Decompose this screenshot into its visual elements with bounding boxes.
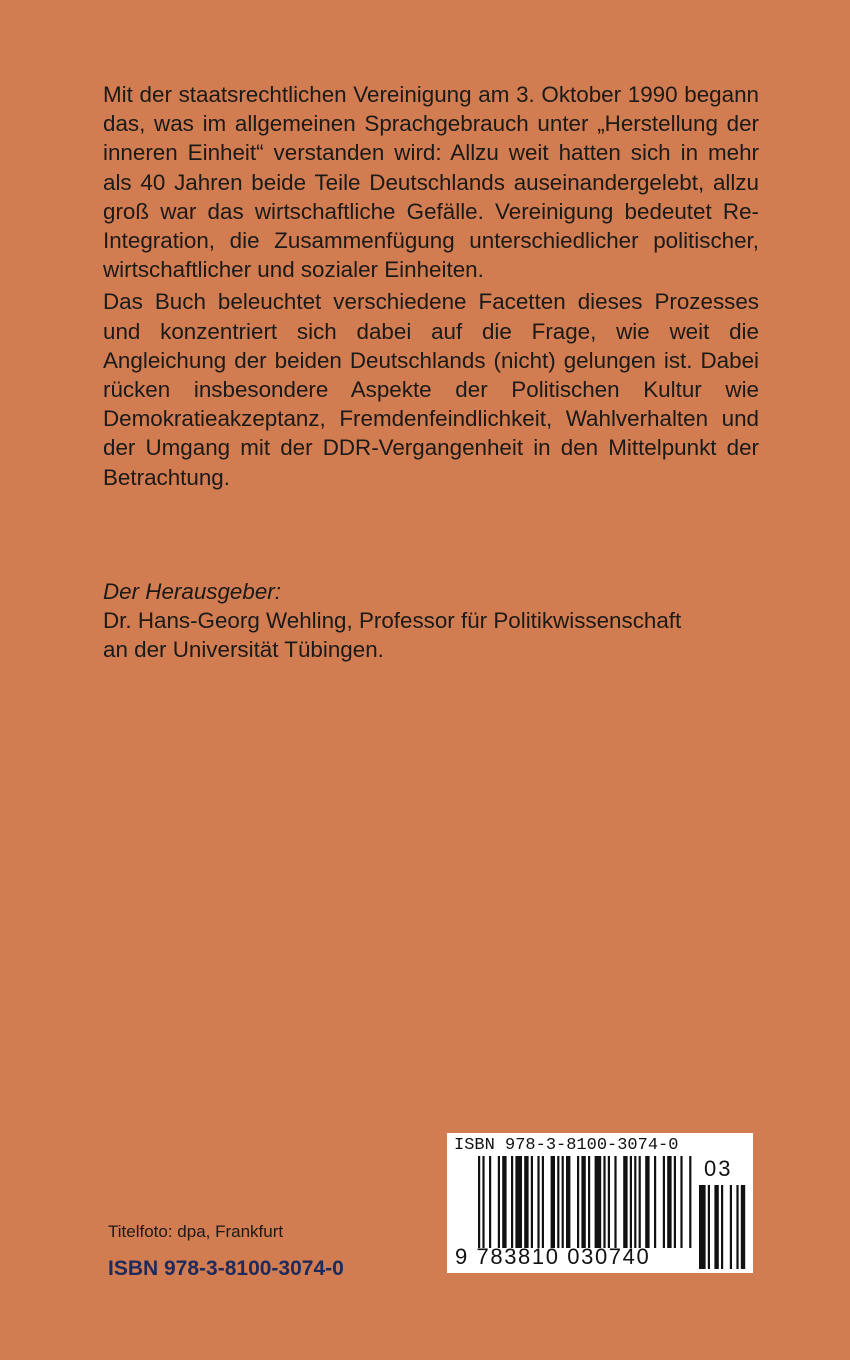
barcode-bar xyxy=(511,1156,513,1248)
barcode-bar xyxy=(634,1156,636,1248)
barcode-bar xyxy=(482,1156,484,1248)
barcode-bar xyxy=(680,1156,682,1248)
barcode-bar xyxy=(595,1156,602,1248)
barcode-bar xyxy=(663,1156,665,1248)
barcode-addon-bar xyxy=(741,1185,745,1269)
blurb-paragraph-2: Das Buch beleuchtet verschiedene Facetten dieses Prozesses und konzentriert sich dabei auf die Frage, wie weit die Angleichung der beiden Deutschlands (nicht) gelungen ist. Dabei rücken insbesondere Aspekte der Politischen Kultur wie Demokratieakzeptanz, Fremdenfeindlichkeit, Wahlverhalten und der Umgang mit der DDR-Vergangenheit in den Mittelpunkt der Betrachtung. xyxy=(103,289,759,490)
barcode-isbn-label: ISBN 978-3-8100-3074-0 xyxy=(454,1136,679,1155)
barcode-bar xyxy=(489,1156,491,1248)
barcode-bar xyxy=(577,1156,579,1248)
barcode-bar xyxy=(537,1156,539,1248)
editor-line-2: an der Universität Tübingen. xyxy=(103,637,384,663)
editor-label: Der Herausgeber: xyxy=(103,579,281,604)
photo-credit: Titelfoto: dpa, Frankfurt xyxy=(108,1222,284,1241)
barcode-addon-bar xyxy=(699,1185,706,1269)
barcode-addon-bar xyxy=(721,1185,723,1269)
blurb-paragraph-1: Mit der staatsrechtlichen Vereinigung am 3. Oktober 1990 begann das, was im allgemeinen Sprachgebrauch unter „Herstellung der inneren Einheit“ verstanden wird: Allzu weit hatten sich in mehr als 40 Jahren beide Teile Deutschlands auseinandergelebt, allzu groß war das wirtschaftliche Gefälle. Vereinigung bedeutet Re-Integration, die Zusammenfügung unterschiedlicher politischer, wirtschaftlicher und sozialer Einheiten. xyxy=(103,82,759,283)
barcode-addon-bar xyxy=(714,1185,718,1269)
barcode-bar xyxy=(557,1156,559,1248)
barcode-bar xyxy=(614,1156,616,1248)
barcode-bar xyxy=(562,1156,564,1248)
barcode-bar xyxy=(566,1156,570,1248)
barcode xyxy=(447,1133,753,1273)
barcode-digits: 9 783810 030740 xyxy=(455,1244,651,1269)
barcode-bar xyxy=(674,1156,676,1248)
barcode-bar xyxy=(515,1156,522,1248)
barcode-bar xyxy=(667,1156,671,1248)
barcode-bar xyxy=(654,1156,656,1248)
barcode-bar xyxy=(645,1156,649,1248)
barcode-addon-digits: 03 xyxy=(704,1156,733,1181)
editor-section xyxy=(103,577,783,665)
barcode-bar xyxy=(689,1156,691,1248)
isbn-text: ISBN 978-3-8100-3074-0 xyxy=(108,1257,344,1280)
barcode-bar xyxy=(542,1156,544,1248)
barcode-addon-bar xyxy=(730,1185,732,1269)
barcode-bar xyxy=(498,1156,500,1248)
barcode-bar xyxy=(478,1156,480,1248)
barcode-bar xyxy=(502,1156,506,1248)
barcode-bar xyxy=(551,1156,555,1248)
barcode-bar xyxy=(581,1156,585,1248)
back-cover-blurb xyxy=(103,80,759,492)
barcode-bar xyxy=(524,1156,528,1248)
barcode-bar xyxy=(630,1156,632,1248)
barcode-bar xyxy=(608,1156,610,1248)
barcode-bar xyxy=(603,1156,605,1248)
barcode-bar xyxy=(588,1156,590,1248)
barcode-addon-bar xyxy=(708,1185,710,1269)
barcode-addon-bar xyxy=(736,1185,738,1269)
barcode-bar xyxy=(531,1156,533,1248)
barcode-bar xyxy=(623,1156,627,1248)
barcode-bar xyxy=(639,1156,641,1248)
editor-line-1: Dr. Hans-Georg Wehling, Professor für Politikwissenschaft xyxy=(103,608,682,634)
